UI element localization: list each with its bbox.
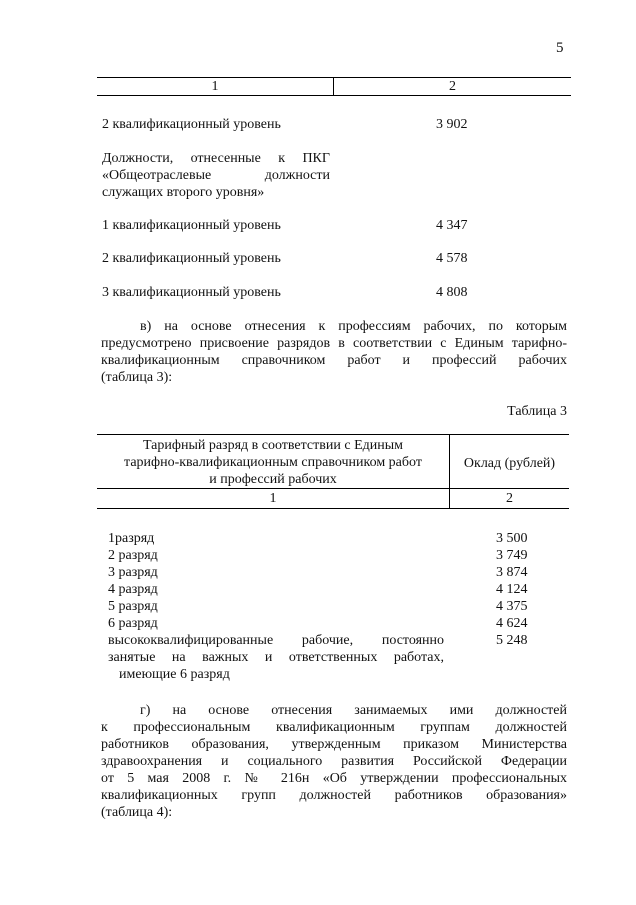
- table3-header-col2: Оклад (рублей): [463, 456, 556, 471]
- table3-num-col2: 2: [506, 491, 513, 506]
- table1-col1-header: 1: [211, 79, 219, 94]
- table3-row-value: 4 124: [496, 582, 528, 597]
- table3-row-value: 3 874: [496, 565, 528, 580]
- table3-header-col1-line: и профессий рабочих: [209, 472, 337, 487]
- paragraph-line: предусмотрено присвоение разрядов в соответствии с Единым тарифно-: [101, 336, 567, 351]
- table3-header-col1-line: Тарифный разряд в соответствии с Единым: [142, 438, 404, 453]
- paragraph-line: от 5 мая 2008 г. № 216н «Об утверждении профессиональных: [101, 771, 567, 786]
- paragraph-line: здравоохранения и социального развития Российской Федерации: [101, 754, 567, 769]
- paragraph-line: квалификационным справочником работ и профессий рабочих: [101, 353, 567, 368]
- table3-row-value: 4 624: [496, 616, 528, 631]
- table3-row-label: 6 разряд: [108, 616, 158, 631]
- table3-row-label: 5 разряд: [108, 599, 158, 614]
- table3-row-label: 3 разряд: [108, 565, 158, 580]
- paragraph-line: (таблица 4):: [101, 805, 173, 820]
- table3-row-label: 4 разряд: [108, 582, 158, 597]
- table1-group-heading-line: Должности, отнесенные к ПКГ: [102, 151, 330, 166]
- table3-header-border: [97, 488, 569, 489]
- table1-row-label: 3 квалификационный уровень: [102, 285, 281, 300]
- table3-row-value: 3 749: [496, 548, 528, 563]
- paragraph-line: квалификационных групп должностей работников образования»: [101, 788, 567, 803]
- table3-last-row-line: занятые на важных и ответственных работах,: [108, 650, 444, 665]
- table3-numbers-border: [97, 508, 569, 509]
- table3-last-row-line: высококвалифицированные рабочие, постоянно: [108, 633, 444, 648]
- table1-row-value: 4 347: [436, 218, 468, 233]
- table3-row-value: 4 375: [496, 599, 528, 614]
- table1-row-value: 4 578: [436, 251, 468, 266]
- table1-row-value: 4 808: [436, 285, 468, 300]
- table1-header-bottom-border: [97, 95, 571, 96]
- table1-row-label: 1 квалификационный уровень: [102, 218, 281, 233]
- page-number: 5: [556, 40, 564, 56]
- table3-row-label: 2 разряд: [108, 548, 158, 563]
- table3-num-col1: 1: [269, 491, 277, 506]
- table3-row-value: 5 248: [496, 633, 528, 648]
- table3-top-border: [97, 434, 569, 435]
- table1-col2-header: 2: [449, 79, 456, 94]
- table1-row-label: 2 квалификационный уровень: [102, 117, 281, 132]
- paragraph-line: к профессиональным квалификационным группам должностей: [101, 720, 567, 735]
- table3-header-col1-line: тарифно-квалификационным справочником работ: [124, 455, 422, 470]
- paragraph-line: в) на основе отнесения к профессиям рабочих, по которым: [140, 319, 567, 334]
- table3-caption: Таблица 3: [507, 404, 567, 419]
- table3-row-label: 1разряд: [108, 531, 155, 546]
- paragraph-line: работников образования, утвержденным приказом Министерства: [101, 737, 567, 752]
- table1-row-value: 3 902: [436, 117, 468, 132]
- table1-group-heading-line: служащих второго уровня»: [102, 185, 265, 200]
- table1-group-heading-line: «Общеотраслевые должности: [102, 168, 330, 183]
- paragraph-line: г) на основе отнесения занимаемых ими должностей: [140, 703, 567, 718]
- paragraph-line: (таблица 3):: [101, 370, 173, 385]
- table3-row-value: 3 500: [496, 531, 528, 546]
- table1-row-label: 2 квалификационный уровень: [102, 251, 281, 266]
- table3-last-row-line: имеющие 6 разряд: [119, 667, 230, 682]
